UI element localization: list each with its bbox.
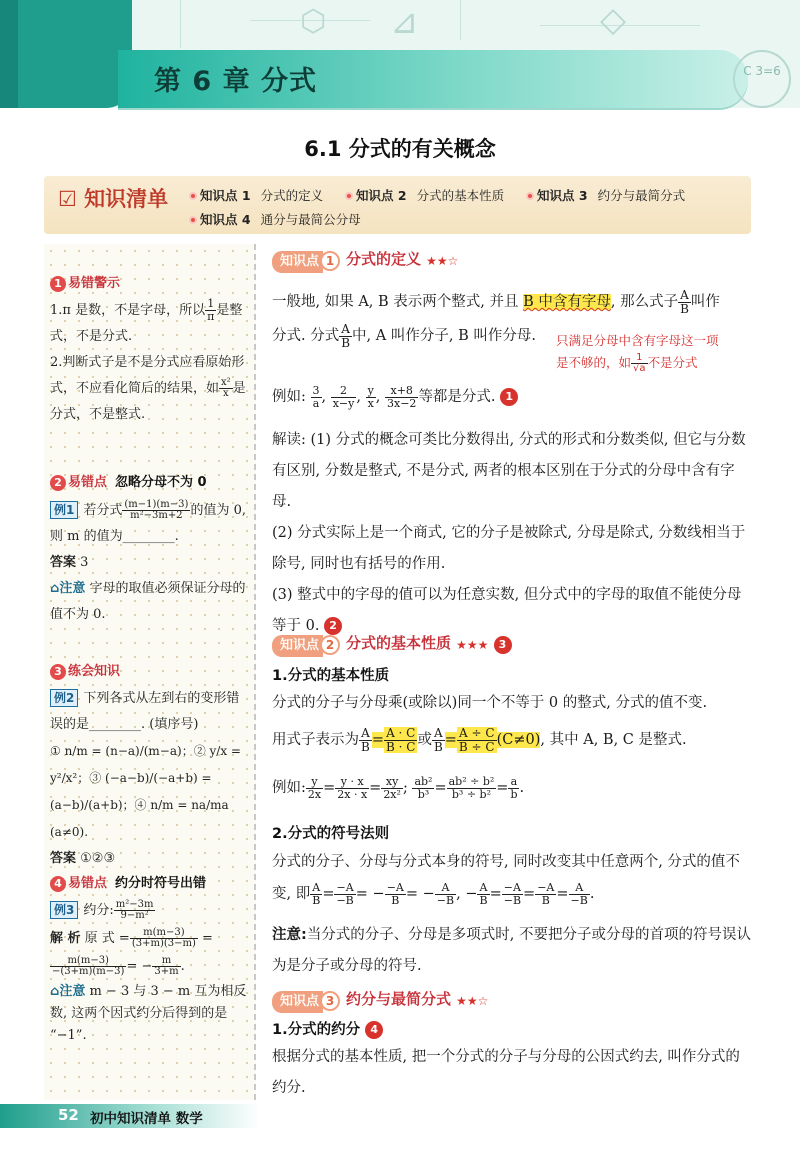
page-footer	[0, 1104, 260, 1128]
chapter-banner	[118, 50, 748, 108]
kp-item-2: 知识点 2 分式的基本性质	[345, 186, 504, 204]
sidebar-example-3: 例3 约分: $\frac{\text{m²−3m}}{\text{9−m²}}$ 解 析 原 式 = $\frac{m(m-3)}{(3+m)(3-m)}$ = $\frac{m(m-3)}{-(3+m)(m-3)}$ = − $\frac{m}{3+m}$ . ⌂注意 m − 3 与 3 − m 互为相反数, 这两个因式约分后得到的是 “−1”.	[50, 898, 247, 1043]
chapter-title: 第 6 章 分式	[154, 66, 317, 97]
kp3-heading: 知识点 3 约分与最简分式 ★★☆	[272, 988, 488, 1010]
kp2-heading: 知识点 2 分式的基本性质 ★★★ 3	[272, 632, 512, 654]
sign-rule-warning: 注意:当分式的分子、分母是多项式时, 不要把分子或分母的首项的符号误认为是分子或分母的符号.	[272, 927, 752, 974]
kp1-heading: 知识点 1 分式的定义 ★★☆	[272, 248, 458, 270]
section-title: 6.1 分式的有关概念	[304, 137, 496, 161]
knowledge-list-title: ☑ 知识清单	[58, 187, 169, 211]
marker-badge: 3	[494, 636, 512, 654]
note-icon: ⌂	[50, 581, 60, 596]
definition-reading: 解读: (1) 分式的概念可类比分数得出, 分式的形式和分数类似, 但它与分数有区别, 分数是整式, 不是分式, 两者的根本区别在于分式的分母中含有字母. (2) 分式实际上是一个商式, 它的分子是被除式, 分母是除式, 分数线相当于除号, 同时也有括号的作用. (3) 整式中的字母的值可以为任意实数, 但分式中的字母的取值不能使分母等于 0. 2	[272, 432, 746, 634]
subheading-reduction: 1.分式的约分 4	[272, 1018, 383, 1039]
basic-property-text: 分式的分子与分母乘(或除以)同一个不等于 0 的整式, 分式的值不变.	[272, 695, 708, 711]
header-band: ⬡ ⊿ ◇	[0, 0, 800, 108]
definition-examples: 例如: $\frac{3}{a}$ , $\frac{2}{x-y}$ , $\frac{y}{x}$ , $\frac{x+8}{3x-2}$ 等都是分式. 1	[272, 382, 752, 413]
sidebar-heading-4: 4 易错点 约分时符号出错	[50, 872, 206, 892]
reduction-text: 根据分式的基本性质, 把一个分式的分子与分母的公因式约去, 叫作分式的约分.	[272, 1049, 740, 1096]
page-number: 52	[58, 1106, 79, 1124]
sidebar-warning-text: 1.π 是数，不是字母，所以 $\frac{1}{\pi}$ 是整式，不是分式. 2.判断式子是不是分式应看原始形式，不应看化简后的结果，如 $\frac{\text{x²}}{x}$ 是分式，不是整式.	[50, 297, 246, 422]
sidebar-heading-1: 1 易错警示	[50, 272, 120, 292]
subheading-sign-rule: 2.分式的符号法则	[272, 826, 390, 842]
sidebar-heading-2: 2 易错点 忽略分母不为 0	[50, 471, 207, 491]
bullet-icon	[526, 192, 534, 200]
marker-badge: 2	[324, 617, 342, 635]
bullet-icon	[345, 192, 353, 200]
kp-item-1: 知识点 1 分式的定义	[189, 186, 323, 204]
marker-badge: 1	[500, 388, 518, 406]
note-icon: ⌂	[50, 984, 60, 999]
basic-property-formula: 用式子表示为 $\frac{A}{B}$ = $\frac{A \cdot C}{B \cdot C}$ 或 $\frac{A}{B}$ = $\frac{A \div C}{B \div C}$ (C≠0), 其中 A, B, C 是整式.	[272, 725, 687, 754]
book-title: 初中知识清单 数学	[90, 1111, 203, 1127]
subheading-basic-property: 1.分式的基本性质	[272, 668, 390, 684]
definition-text: 一般地, 如果 A, B 表示两个整式, 并且 B 中含有字母, 那么式子 $\frac{A}{B}$ 叫作 分式. 分式 $\frac{A}{B}$ 中, A 叫作分子, B 叫作分母.	[272, 287, 720, 350]
header-tab	[14, 0, 132, 108]
bullet-icon	[189, 216, 197, 224]
chapter-badge: C 3=6	[733, 50, 791, 108]
basic-property-example: 例如: $\frac{y}{2x}$ = $\frac{y \cdot x}{2x \cdot x}$ = $\frac{xy}{\text{2x²}}$ ; $\frac{\text{ab²}}{\text{b³}}$ = $\frac{\text{ab² ÷ b²}}{\text{b³ ÷ b²}}$ = $\frac{a}{b}$ .	[272, 774, 525, 801]
bullet-icon	[189, 192, 197, 200]
sidebar-example-1: 例1 若分式 $\frac{(m-1)(m-3)}{\text{m²−3m+2}}$ 的值为 0, 则 m 的值为________. 答案 3 ⌂注意 字母的取值必须保证分母的值不为 0.	[50, 498, 246, 622]
kp-item-3: 知识点 3 约分与最简分式	[526, 186, 685, 204]
handwritten-note: 只满足分母中含有字母这一项 是不够的，如 $\frac{1}{√a}$ 不是分式	[556, 333, 719, 374]
sign-rule-text: 分式的分子、分母与分式本身的符号, 同时改变其中任意两个, 分式的值不变, 即 $\frac{A}{B}$ = $\frac{-A}{-B}$ = − $\frac{-A}{B}$ = − $\frac{A}{-B}$ , − $\frac{A}{B}$ = $\frac{-A}{-B}$ = $\frac{-A}{B}$ = $\frac{A}{-B}$ .	[272, 854, 740, 907]
marker-badge: 4	[365, 1021, 383, 1039]
kp-item-4: 知识点 4 通分与最简公分母	[189, 210, 361, 228]
knowledge-list-bar	[44, 176, 751, 234]
sidebar-example-2: 例2 下列各式从左到右的变形错误的是________. (填序号) ① n/m = (n−a)/(m−a)；② y/x = y²/x²；③ (−a−b)/(−a+b) = (a−b)/(a+b)；④ n/m = na/ma (a≠0). 答案 ①②③	[50, 691, 241, 866]
sidebar-heading-3: 3 练会知识	[50, 660, 120, 680]
